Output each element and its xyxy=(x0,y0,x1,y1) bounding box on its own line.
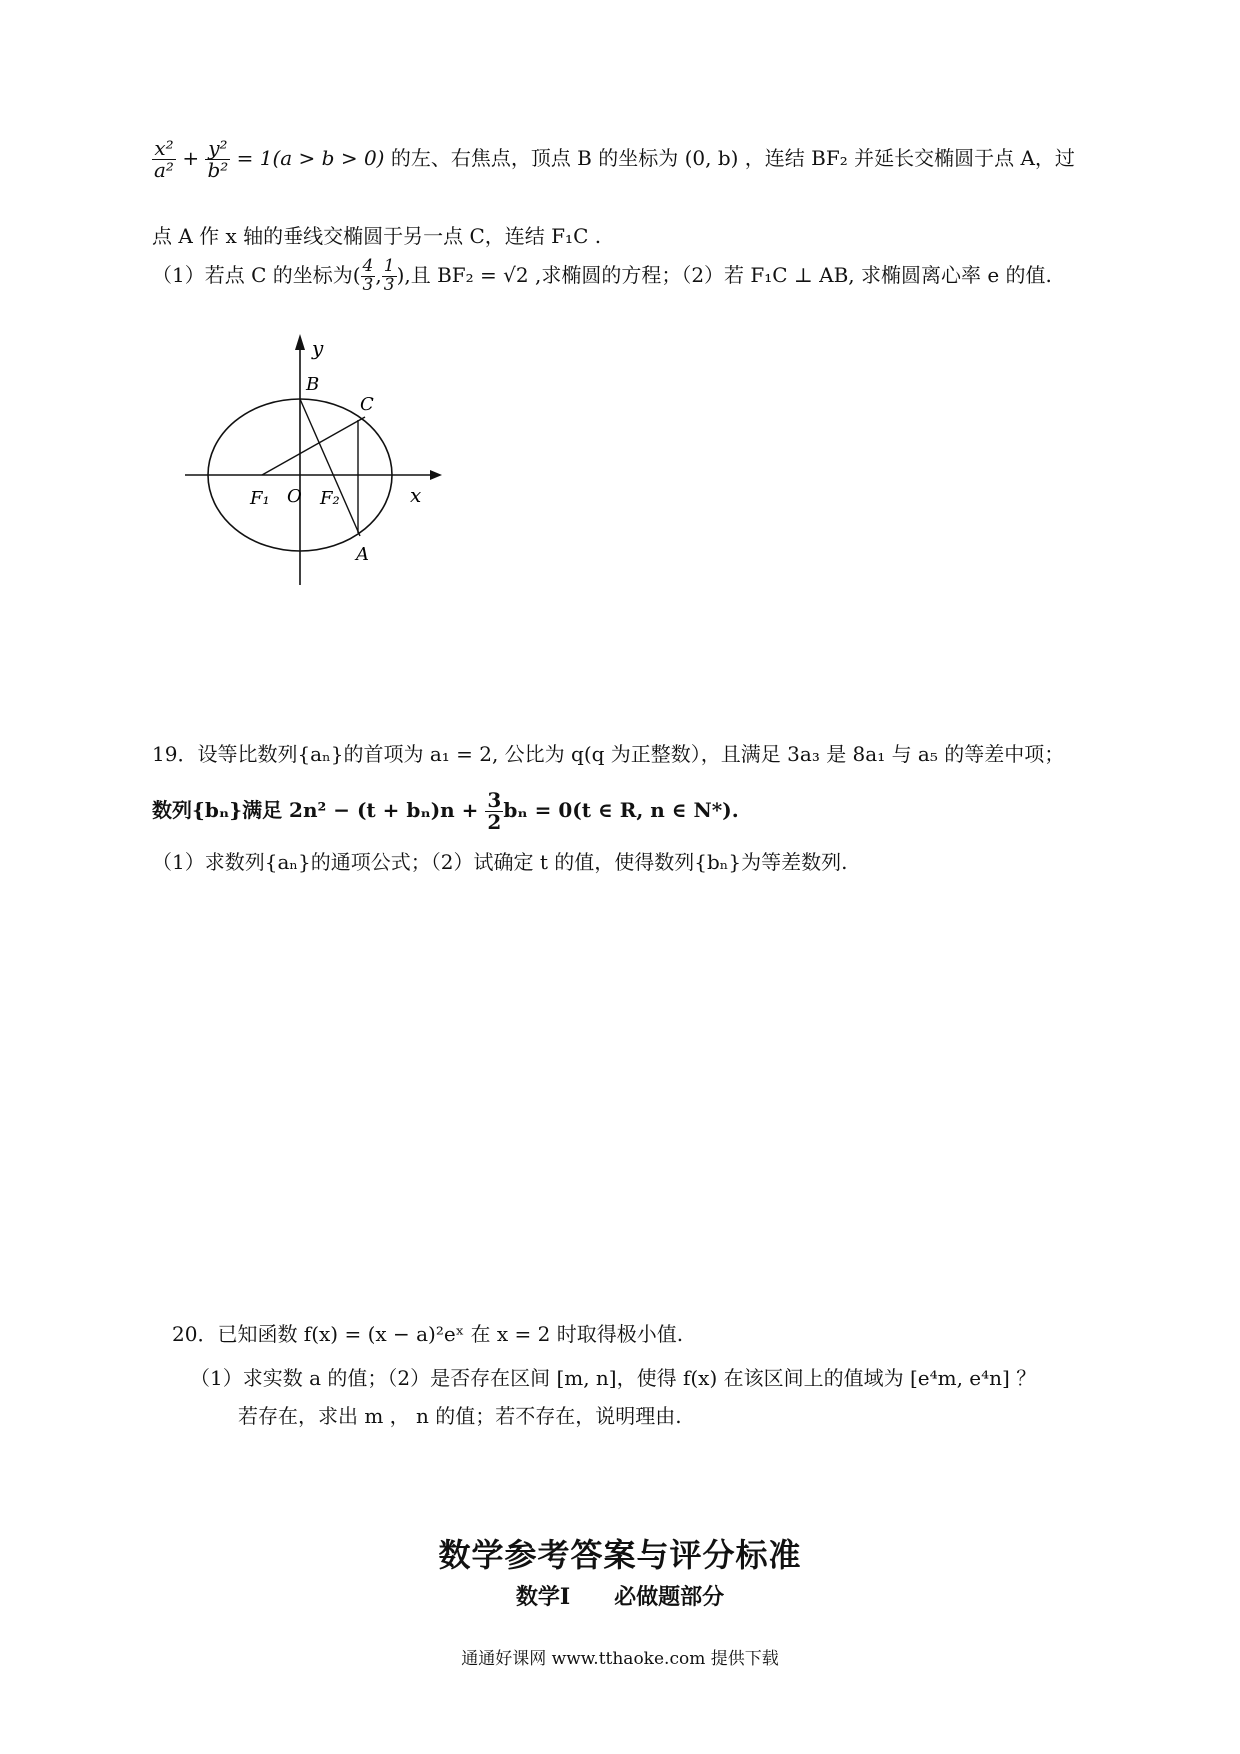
q18-line1-text: 的左、右焦点，顶点 B 的坐标为 (0, b) ，连结 BF₂ 并延长交椭圆于点 A，过 xyxy=(384,146,1075,170)
fraction-3-2: $\frac{3}{2}$ xyxy=(487,788,502,834)
q18-line1: $\frac{\text{x²}}{\text{a²}}$ + $\frac{\text{y²}}{\text{b²}}$ = 1(a > b > 0) 的左、右焦点，顶点 B 的坐标为 (0, b) ，连结 BF₂ 并延长交椭圆于点 A，过 xyxy=(154,136,1075,182)
fraction-x2-a2: $\frac{\text{x²}}{\text{a²}}$ xyxy=(154,136,174,182)
answer-title: 数学参考答案与评分标准 xyxy=(438,1536,802,1574)
q19-line2: 数列{bₙ}满足 2n² − (t + bₙ)n + $\frac{3}{2}$ bₙ = 0(t ∈ R, n ∈ N*). xyxy=(152,788,739,834)
q18-line3: （1）若点 C 的坐标为( $\frac{4}{3}$ , $\frac{1}{3}$ ),且 BF₂ = √2 ,求椭圆的方程；（2）若 F₁C ⊥ AB, 求椭圆离心率 e 的值. xyxy=(152,256,1052,295)
q20-line1: 20．已知函数 f(x) = (x − a)²eˣ 在 x = 2 时取得极小值. xyxy=(172,1322,684,1346)
label-F2: F₂ xyxy=(320,488,340,509)
q20-line2: （1）求实数 a 的值；（2）是否存在区间 [m, n]，使得 f(x) 在该区间上的值域为 [e⁴m, e⁴n] ？ xyxy=(190,1366,1037,1390)
fraction-1-3: $\frac{1}{3}$ xyxy=(383,256,395,295)
page-footer: 通通好课网 www.tthaoke.com 提供下载 xyxy=(461,1649,779,1669)
label-A: A xyxy=(356,544,369,565)
label-C: C xyxy=(360,394,374,415)
fraction-y2-b2: $\frac{\text{y²}}{\text{b²}}$ xyxy=(207,136,229,182)
equation-condition: = 1(a > b > 0) xyxy=(236,146,385,170)
label-O: O xyxy=(287,486,302,507)
q19-line1: 19．设等比数列{aₙ}的首项为 a₁ = 2, 公比为 q(q 为正整数），且满足 3a₃ 是 8a₁ 与 a₅ 的等差中项； xyxy=(152,742,1065,766)
answer-subtitle: 数学Ⅰ 必做题部分 xyxy=(515,1584,725,1610)
label-y: y xyxy=(312,336,324,360)
ellipse-figure xyxy=(180,330,450,590)
label-x: x xyxy=(410,483,422,507)
line-F1-C xyxy=(262,417,365,475)
label-B: B xyxy=(306,374,320,395)
y-axis-arrow xyxy=(295,334,305,350)
q20-line3: 若存在，求出 m ， n 的值；若不存在，说明理由. xyxy=(238,1404,682,1428)
fraction-4-3: $\frac{4}{3}$ xyxy=(362,256,374,295)
q18-line2: 点 A 作 x 轴的垂线交椭圆于另一点 C，连结 F₁C . xyxy=(152,224,602,248)
label-F1: F₁ xyxy=(250,488,270,509)
x-axis-arrow xyxy=(430,470,442,480)
q19-line3: （1）求数列{aₙ}的通项公式；（2）试确定 t 的值，使得数列{bₙ}为等差数列. xyxy=(152,850,848,874)
line-B-A xyxy=(300,399,360,536)
